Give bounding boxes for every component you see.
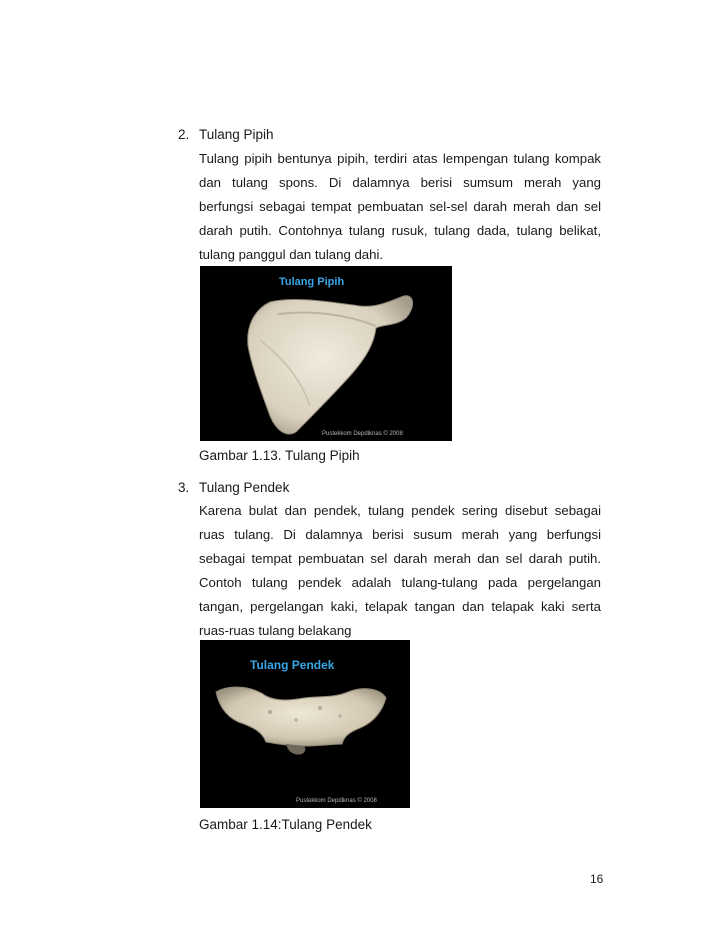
paragraph-line: berfungsi sebagai tempat pembuatan sel-sel darah merah dan sel — [199, 199, 601, 214]
paragraph-line: Tulang pipih bentunya pipih, terdiri atas lempengan tulang kompak — [199, 151, 601, 166]
section-title: Tulang Pendek — [199, 480, 290, 495]
section-number: 2. — [178, 127, 190, 142]
figure-credit: Pustekkom Depdiknas © 2008 — [296, 798, 377, 804]
figure-title: Tulang Pendek — [250, 658, 335, 672]
page-number: 16 — [590, 872, 604, 886]
section-heading-tulang-pipih — [178, 127, 274, 143]
paragraph-line: tangan, pergelangan kaki, telapak tangan dan telapak kaki serta — [199, 599, 601, 614]
paragraph-line: Contoh tulang pendek adalah tulang-tulang pada pergelangan — [199, 575, 601, 590]
section-paragraph-tulang-pendek — [199, 499, 601, 643]
paragraph-line: Karena bulat dan pendek, tulang pendek sering disebut sebagai — [199, 503, 601, 518]
section-heading-tulang-pendek — [178, 480, 289, 496]
figure-caption: Gambar 1.14:Tulang Pendek — [199, 817, 372, 832]
section-title: Tulang Pipih — [199, 127, 274, 142]
paragraph-line: tulang panggul dan tulang dahi. — [199, 247, 384, 262]
figure-credit: Pustekkom Depdiknas © 2008 — [322, 431, 403, 437]
paragraph-line: ruas tulang. Di dalamnya berisi susum merah yang berfungsi — [199, 527, 601, 542]
paragraph-line: sebagai tempat pembuatan sel darah merah dan sel darah putih. — [199, 551, 601, 566]
paragraph-line: darah putih. Contohnya tulang rusuk, tulang dada, tulang belikat, — [199, 223, 601, 238]
paragraph-line: dan tulang spons. Di dalamnya berisi sumsum merah yang — [199, 175, 601, 190]
paragraph-line: ruas-ruas tulang belakang — [199, 623, 352, 638]
scapula-bone-illustration — [200, 266, 452, 441]
section-paragraph-tulang-pipih — [199, 147, 601, 267]
figure-caption: Gambar 1.13. Tulang Pipih — [199, 448, 360, 463]
figure-tulang-pipih — [200, 266, 452, 441]
figure-tulang-pendek — [200, 640, 410, 808]
section-number: 3. — [178, 480, 190, 495]
figure-title: Tulang Pipih — [279, 276, 345, 288]
